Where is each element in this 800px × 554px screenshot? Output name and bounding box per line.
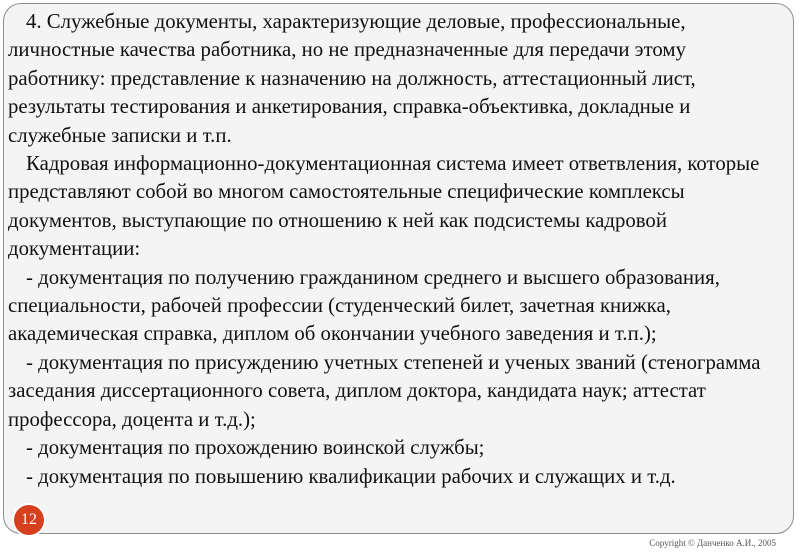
list-item-qualification-docs: - документация по повышению квалификации рабочих и служащих и т.д. (26, 464, 676, 488)
copyright-note: Copyright © Данченко А.И., 2005 (649, 538, 776, 548)
page-number-badge: 12 (14, 505, 44, 535)
paragraph-service-documents: 4. Служебные документы, характеризующие деловые, профессиональные, личностные качества работника, но не предназначенные для передачи этому работнику: представление к назначению на должность, аттестационный лист, результаты тестирования и анкетирования, справка-объективка, докладные и служебные записки и т.п. (8, 10, 696, 147)
list-item-military-docs: - документация по прохождению воинской службы; (26, 436, 485, 460)
list-item-education-docs: - документация по получению гражданином среднего и высшего образования, специальности, рабочей профессии (студенческий билет, зачетная книжка, академическая справка, диплом об окончании учебного заведения и т.п.); (8, 265, 720, 346)
list-item-degree-docs: - документация по присуждению учетных степеней и ученых званий (стенограмма заседания диссертационного совета, диплом доктора, кандидата наук; аттестат профессора, доцента и т.д.); (8, 350, 761, 431)
slide-body (8, 8, 788, 491)
paragraph-hr-system: Кадровая информационно-документационная система имеет ответвления, которые представляют собой во многом самостоятельные специфические комплексы документов, выступающие по отношению к ней как подсистемы кадровой документации: (8, 152, 760, 261)
